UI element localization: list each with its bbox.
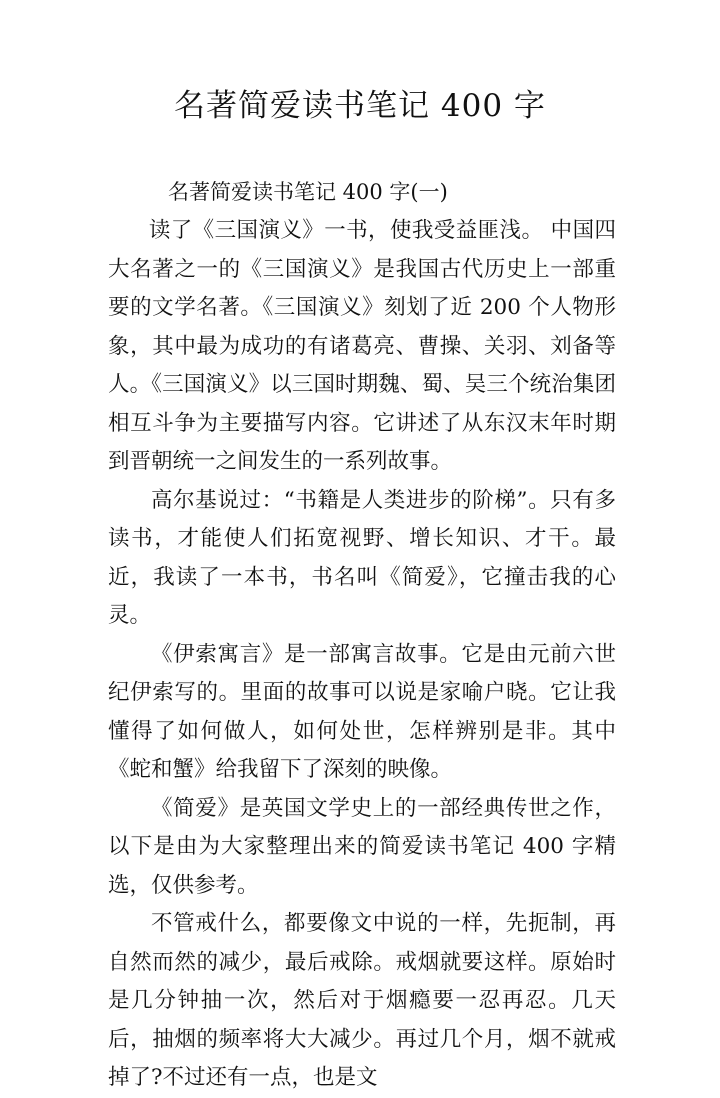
paragraph: 高尔基说过：“书籍是人类进步的阶梯”。只有多读书，才能使人们拓宽视野、增长知识、才干。最近，我读了一本书，书名叫《简爱》，它撞击我的心灵。 [108, 487, 616, 628]
paragraph: 不管戒什么，都要像文中说的一样，先扼制，再自然而然的减少，最后戒除。戒烟就要这样。原始时是几分钟抽一次，然后对于烟瘾要一忍再忍。几天后，抽烟的频率将大大减少。再过几个月，烟不就戒掉了?不过还有一点，也是文 [108, 911, 616, 1090]
paragraph: 读了《三国演义》一书，使我受益匪浅。 中国四大名著之一的《三国演义》是我国古代历史上一部重要的文学名著。《三国演义》刻划了近 200 个人物形象，其中最为成功的有诸葛亮、曹操、关羽、刘备等人。《三国演义》以三国时期魏、蜀、吴三个统治集团相互斗争为主要描写内容。它讲述了从东汉末年时期到晋朝统一之间发生的一系列故事。 [108, 218, 616, 474]
paragraph: 《简爱》是英国文学史上的一部经典传世之作，以下是由为大家整理出来的简爱读书笔记 400 字精选，仅供参考。 [108, 795, 616, 898]
document-title: 名著简爱读书笔记 400 字 [174, 88, 546, 124]
document-subtitle: 名著简爱读书笔记 400 字(一) [168, 180, 448, 204]
document-body [108, 212, 616, 1098]
paragraph: 《伊索寓言》是一部寓言故事。它是由元前六世纪伊索写的。里面的故事可以说是家喻户晓。它让我懂得了如何做人，如何处世，怎样辨别是非。其中《蛇和蟹》给我留下了深刻的映像。 [108, 641, 616, 782]
